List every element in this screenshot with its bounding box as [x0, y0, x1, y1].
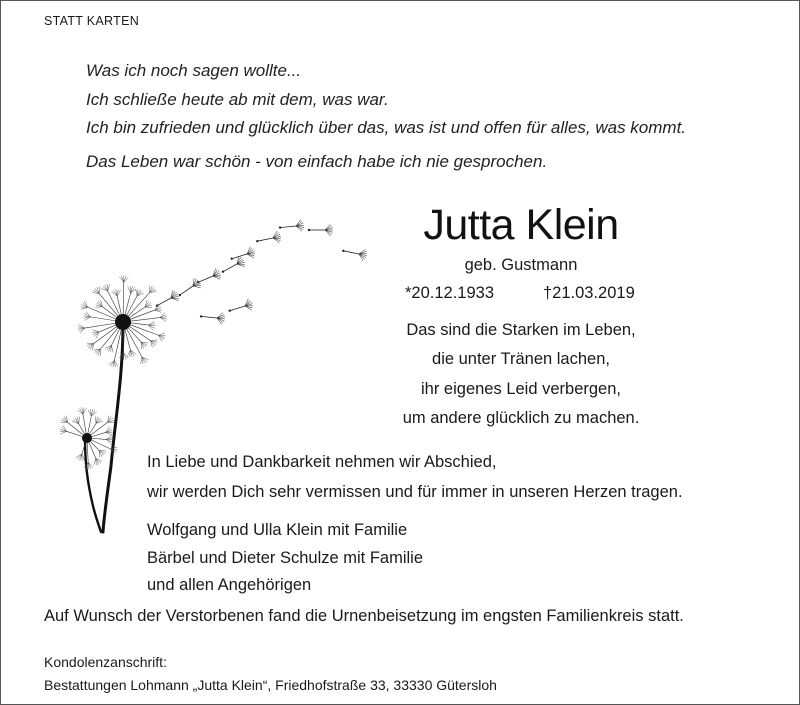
poem-line: Ich bin zufrieden und glücklich über das, was ist und offen für alles, was kommt.: [86, 118, 687, 137]
condolence-label: Kondolenzanschrift:: [44, 654, 167, 670]
poem-line: Was ich noch sagen wollte...: [86, 61, 302, 80]
family-line: und allen Angehörigen: [147, 576, 312, 594]
quote-line: die unter Tränen lachen,: [432, 350, 610, 369]
condolence-address: Bestattungen Lohmann „Jutta Klein“, Friedhofstraße 33, 33330 Gütersloh: [44, 677, 497, 693]
poem: [86, 57, 686, 176]
poem-line: Ich schließe heute ab mit dem, was war.: [86, 89, 389, 109]
quote-line: um andere glücklich zu machen.: [402, 408, 640, 427]
family-list: [147, 517, 423, 600]
death-date: †21.03.2019: [543, 284, 635, 302]
burial-note: Auf Wunsch der Verstorbenen fand die Urnenbeisetzung im engsten Familienkreis statt.: [44, 607, 684, 625]
header-label: STATT KARTEN: [44, 14, 140, 28]
quote-line: ihr eigenes Leid verbergen,: [421, 379, 621, 398]
farewell-text: [147, 448, 683, 507]
farewell-line: In Liebe und Dankbarkeit nehmen wir Abschied,: [147, 453, 497, 471]
family-line: Bärbel und Dieter Schulze mit Familie: [147, 548, 424, 567]
quote: [1, 316, 800, 433]
family-line: Wolfgang und Ulla Klein mit Familie: [147, 521, 408, 539]
deceased-name: Jutta Klein: [423, 201, 619, 249]
birth-date: *20.12.1933: [405, 284, 495, 302]
condolence-block: [44, 651, 497, 697]
poem-line: Das Leben war schön - von einfach habe ich nie gesprochen.: [86, 151, 548, 171]
birth-name: geb. Gustmann: [464, 256, 578, 274]
quote-line: Das sind die Starken im Leben,: [406, 321, 636, 339]
farewell-line: wir werden Dich sehr vermissen und für immer in unseren Herzen tragen.: [147, 482, 683, 501]
